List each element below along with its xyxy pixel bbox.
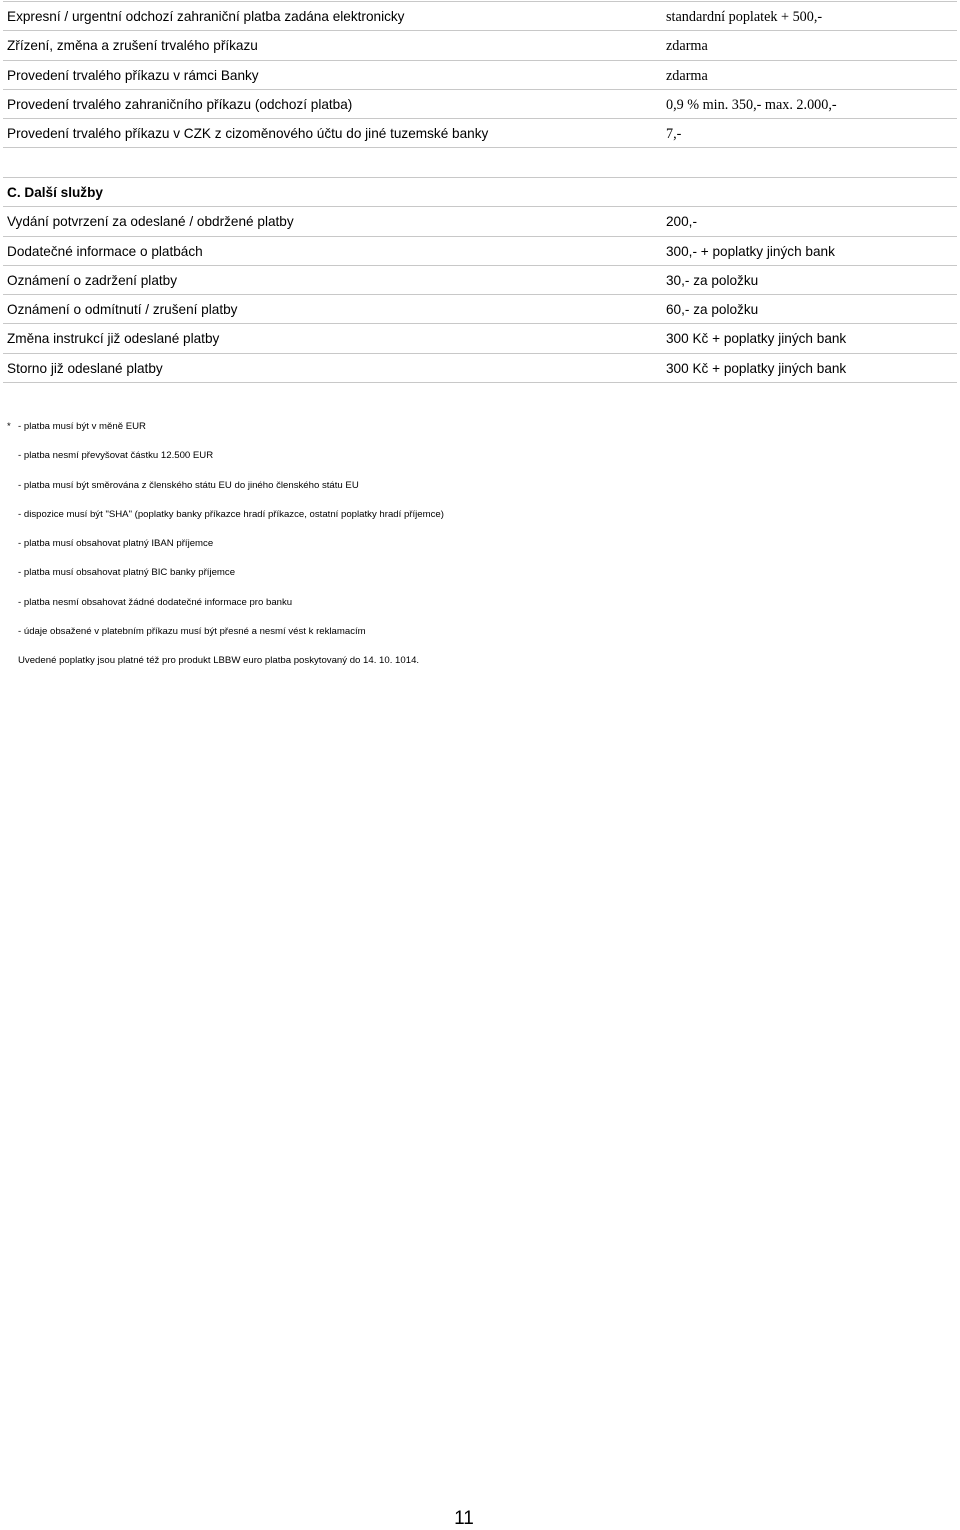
footnotes [7,418,907,682]
fee-price: 7,- [666,126,682,143]
fee-price: standardní poplatek + 500,- [666,9,823,25]
fee-row [3,89,957,118]
fee-label: Vydání potvrzení za odeslané / obdržené platby [7,214,294,230]
fee-row [3,294,957,323]
footnote-text: - platba nesmí obsahovat žádné dodatečné informace pro banku [18,596,293,608]
fee-price: zdarma [666,38,708,55]
footnote-text: Uvedené poplatky jsou platné též pro produkt LBBW euro platba poskytovaný do 14. 10. 1014. [18,655,420,667]
fee-row [3,236,957,265]
fee-label: Provedení trvalého zahraničního příkazu (odchozí platba) [7,96,353,112]
footnote-text: - platba musí obsahovat platný BIC banky příjemce [18,567,236,579]
footnote-line [7,564,907,593]
section-title: C. Další služby [7,185,103,200]
footnote-text: - platba musí být směrována z členského státu EU do jiného členského státu EU [18,479,359,491]
footnote-line [7,447,907,476]
fee-label: Změna instrukcí již odeslané platby [7,331,220,347]
fee-label: Provedení trvalého příkazu v rámci Banky [7,67,259,83]
fee-row [3,323,957,352]
fee-price: 60,- za položku [666,302,759,318]
fee-row [3,30,957,59]
fee-row [3,353,957,383]
fee-price: 300 Kč + poplatky jiných bank [666,331,847,347]
fee-row [3,60,957,89]
footnote-line [7,535,907,564]
fee-price: 300 Kč + poplatky jiných bank [666,360,847,376]
footnote-line [7,506,907,535]
fee-label: Oznámení o zadržení platby [7,272,178,288]
footnote-line [7,623,907,652]
footnote-line [7,477,907,506]
fee-row [3,206,957,235]
fee-row [3,1,957,30]
footnote-line [7,594,907,623]
footnote-text: - dispozice musí být "SHA" (poplatky banky příkazce hradí příkazce, ostatní poplatky hradí příjemce) [18,508,444,520]
fee-price: 30,- za položku [666,272,759,288]
footnote-text: - platba musí obsahovat platný IBAN příjemce [18,538,214,550]
footnote-line [7,652,907,681]
footnote-text: - platba nesmí převyšovat částku 12.500 EUR [18,450,214,462]
footnote-text: - platba musí být v měně EUR [18,421,146,432]
fee-price: 300,- + poplatky jiných bank [666,243,835,259]
fee-label: Oznámení o odmítnutí / zrušení platby [7,302,238,318]
fee-price: 0,9 % min. 350,- max. 2.000,- [666,96,837,113]
fee-price: zdarma [666,67,708,84]
section-c-table [3,177,957,383]
fee-label: Storno již odeslané platby [7,360,163,376]
fee-price: 200,- [666,214,697,230]
page-number: 11 [454,1508,474,1529]
fee-row [3,265,957,294]
fee-label: Expresní / urgentní odchozí zahraniční platba zadána elektronicky [7,9,405,24]
fee-label: Dodatečné informace o platbách [7,243,203,259]
footnote-asterisk: * [7,421,11,432]
fee-row [3,118,957,148]
fee-label: Zřízení, změna a zrušení trvalého příkazu [7,38,258,54]
footnote-line [7,418,907,447]
footnote-text: - údaje obsažené v platebním příkazu musí být přesné a nesmí vést k reklamacím [18,626,366,638]
fee-label: Provedení trvalého příkazu v CZK z cizoměnového účtu do jiné tuzemské banky [7,126,489,142]
section-c-header [3,177,957,206]
fees-table-top [3,1,957,148]
